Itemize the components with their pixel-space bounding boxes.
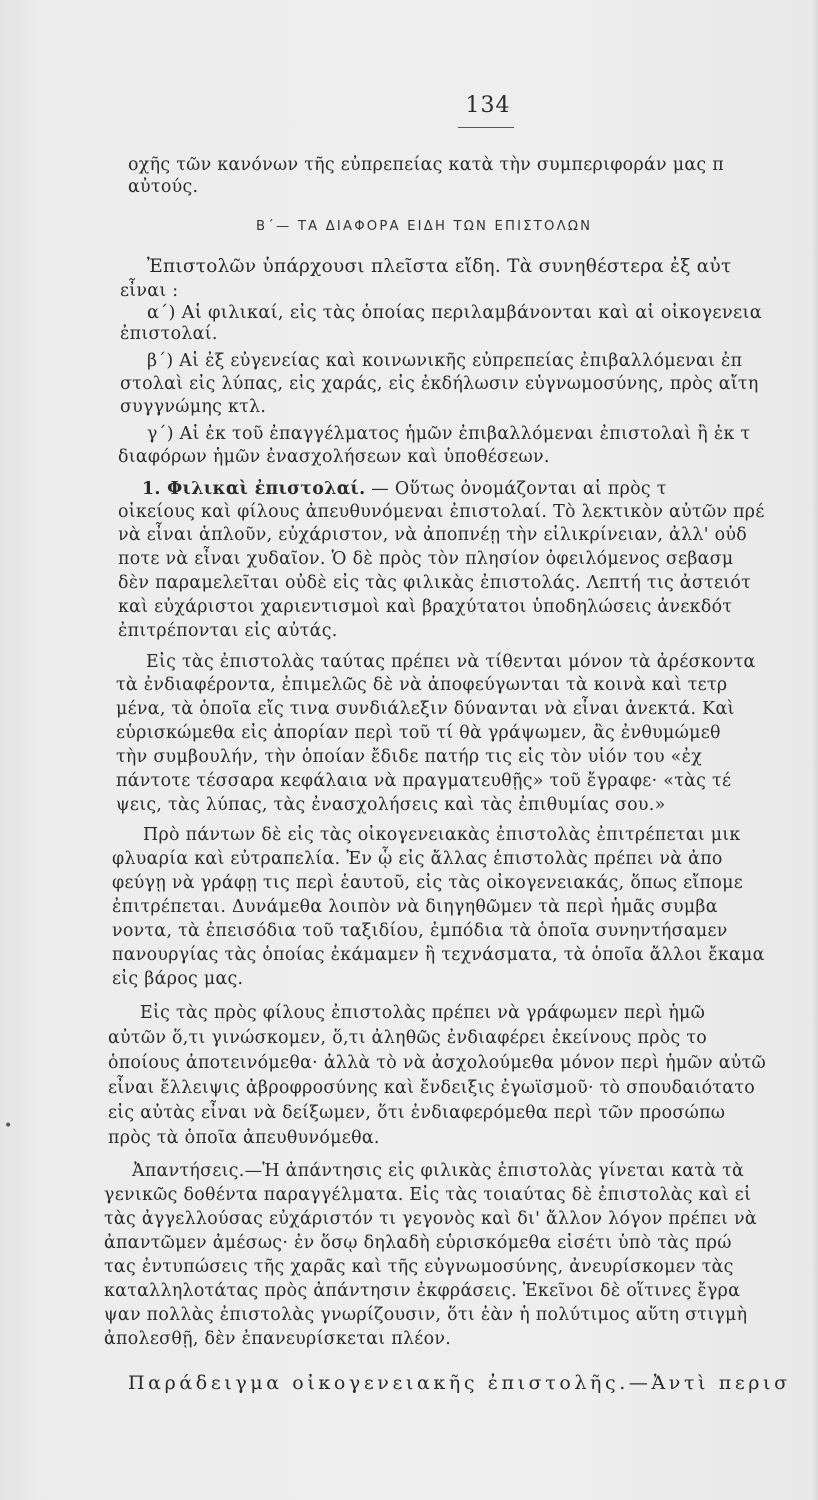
text-line: τὰς ἀγγελλούσας εὐχάριστόν τι γεγονὸς καὶ δι' ἄλλον λόγον πρέπει νὰ — [104, 1209, 757, 1229]
text-line: διαφόρων ἡμῶν ἐνασχολήσεων καὶ ὑποθέσεων. — [118, 447, 550, 467]
text-line: τὰ ἐνδιαφέροντα, ἐπιμελῶς δὲ νὰ ἀποφεύγωνται τὰ κοινὰ καὶ τετρ — [116, 675, 728, 695]
text-line: πανουργίας τὰς ὁποίας ἐκάμαμεν ἢ τεχνάσματα, τὰ ὁποῖα ἄλλοι ἔκαμα — [112, 945, 765, 965]
text-line: νοντα, τὰ ἐπεισόδια τοῦ ταξιδίου, ἐμπόδια τὰ ὁποῖα συνηντήσαμεν — [112, 921, 728, 941]
text-line: πάντοτε τέσσαρα κεφάλαια νὰ πραγματευθῇς» τοῦ ἔγραφε· «τὰς τέ — [116, 771, 732, 791]
text-line: εἰς βάρος μας. — [112, 969, 244, 989]
text-line: γ΄) Αἱ ἐκ τοῦ ἐπαγγέλματος ἡμῶν ἐπιβαλλόμεναι ἐπιστολαὶ ἢ ἐκ τ — [147, 424, 751, 444]
section-lead-line: 1. Φιλικαὶ ἐπιστολαί. — Οὕτως ὀνομάζονται αἱ πρὸς τ — [142, 479, 667, 499]
text-line: μένα, τὰ ὁποῖα εἴς τινα συνδιάλεξιν δύνανται νὰ εἶναι ἀνεκτά. Καὶ — [116, 699, 735, 719]
text-line: Πρὸ πάντων δὲ εἰς τὰς οἰκογενειακὰς ἐπιστολὰς ἐπιτρέπεται μικ — [143, 825, 741, 845]
text-line: ἐπιτρέπεται. Δυνάμεθα λοιπὸν νὰ διηγηθῶμεν τὰ περὶ ἡμᾶς συμβα — [112, 897, 718, 917]
text-line: εἰς αὐτὰς εἶναι νὰ δείξωμεν, ὅτι ἐνδιαφερόμεθα περὶ τῶν προσώπω — [108, 1103, 726, 1123]
text-line: δὲν παραμελεῖται οὐδὲ εἰς τὰς φιλικὰς ἐπιστολάς. Λεπτή τις ἀστειότ — [118, 573, 752, 593]
text-line: ἀπαντῶμεν ἀμέσως· ἐν ὅσῳ δηλαδὴ εὑρισκόμεθα εἰσέτι ὑπὸ τὰς πρώ — [104, 1233, 732, 1253]
page-number: 134 — [465, 93, 511, 118]
text-line: αὐτούς. — [128, 177, 199, 197]
page-number-rule — [458, 127, 514, 128]
page-edge-shadow — [812, 0, 818, 1500]
text-line: νὰ εἶναι ἁπλοῦν, εὐχάριστον, νὰ ἀποπνέῃ τὴν εἰλικρίνειαν, ἀλλ' οὐδ — [118, 525, 748, 545]
section-number: 1. Φιλικαὶ ἐπιστολαί. — [142, 479, 366, 499]
text-line: α΄) Αἱ φιλικαί, εἰς τὰς ὁποίας περιλαμβάνονται καὶ αἱ οἰκογενεια — [147, 302, 763, 323]
example-heading-line: Παράδειγμα οἰκογενειακῆς ἐπιστολῆς.—Ἀντὶ περισ — [128, 1372, 791, 1394]
text-line: εὑρισκώμεθα εἰς ἀπορίαν περὶ τοῦ τί θὰ γράψωμεν, ἂς ἐνθυμώμεθ — [116, 723, 721, 743]
text-line: ψαν πολλὰς ἐπιστολὰς γνωρίζουσιν, ὅτι ἐὰν ἡ πολύτιμος αὕτη στιγμὴ — [104, 1305, 748, 1325]
text-line: β΄) Αἱ ἐξ εὐγενείας καὶ κοινωνικῆς εὐπρεπείας ἐπιβαλλόμεναι ἐπ — [147, 351, 743, 371]
text-line: οχῆς τῶν κανόνων τῆς εὐπρεπείας κατὰ τὴν συμπεριφοράν μας π — [128, 155, 724, 175]
text-line: καὶ εὐχάριστοι χαριεντισμοὶ καὶ βραχύτατοι ὑποδηλώσεις ἀνεκδότ — [118, 597, 733, 617]
section-heading: Β΄— ΤΑ ΔΙΑΦΟΡΑ ΕΙΔΗ ΤΩΝ ΕΠΙΣΤΟΛΩΝ — [256, 219, 593, 234]
text-line: Ἐπιστολῶν ὑπάρχουσι πλεῖστα εἴδη. Τὰ συνηθέστερα ἐξ αὐτ — [147, 256, 732, 277]
text-line: αὐτῶν ὅ,τι γινώσκομεν, ὅ,τι ἀληθῶς ἐνδιαφέρει ἐκείνους πρὸς το — [108, 1028, 708, 1048]
text-line: Εἰς τὰς ἐπιστολὰς ταύτας πρέπει νὰ τίθενται μόνον τὰ ἀρέσκοντα — [146, 652, 756, 672]
text-line: εἶναι : — [120, 281, 179, 301]
text-line: Εἰς τὰς πρὸς φίλους ἐπιστολὰς πρέπει νὰ γράφωμεν περὶ ἡμῶ — [140, 1003, 706, 1023]
margin-mark: • — [4, 1118, 13, 1134]
text-line: γενικῶς δοθέντα παραγγέλματα. Εἰς τὰς τοιαύτας δὲ ἐπιστολὰς καὶ εἰ — [104, 1185, 752, 1205]
text-line: πρὸς τὰ ὁποῖα ἀπευθυνόμεθα. — [108, 1128, 380, 1148]
text-line: καταλληλοτάτας πρὸς ἀπάντησιν ἐκφράσεις. Ἐκεῖνοι δὲ οἵτινες ἔγρα — [104, 1281, 741, 1301]
text-line: ὁποίους ἀποτεινόμεθα· ἀλλὰ τὸ νὰ ἀσχολούμεθα μόνον περὶ ἡμῶν αὐτῶ — [108, 1053, 767, 1073]
text-line: συγγνώμης κτλ. — [120, 397, 267, 417]
text-line: τὴν συμβουλήν, τὴν ὁποίαν ἔδιδε πατήρ τις εἰς τὸν υἱόν του «ἐχ — [116, 747, 703, 767]
text-line: οἰκείους καὶ φίλους ἀπευθυνόμεναι ἐπιστολαί. Τὸ λεκτικὸν αὐτῶν πρέ — [118, 502, 765, 522]
text-line: ψεις, τὰς λύπας, τὰς ἐνασχολήσεις καὶ τὰς ἐπιθυμίας σου.» — [116, 795, 666, 815]
text-line: φεύγῃ νὰ γράφῃ τις περὶ ἑαυτοῦ, εἰς τὰς οἰκογενειακάς, ὅπως εἴπομε — [112, 873, 744, 893]
text-line: ποτε νὰ εἶναι χυδαῖον. Ὁ δὲ πρὸς τὸν πλησίον ὀφειλόμενος σεβασμ — [118, 549, 734, 569]
text-line: ἀπολεσθῇ, δὲν ἐπανευρίσκεται πλέον. — [104, 1329, 452, 1349]
text-line: ἐπιτρέπονται εἰς αὐτάς. — [118, 621, 338, 641]
text-line: ἐπιστολαί. — [120, 324, 218, 344]
text-line: φλυαρία καὶ εὐτραπελία. Ἐν ᾧ εἰς ἄλλας ἐπιστολὰς πρέπει νὰ ἀπο — [112, 849, 723, 869]
text-line: εἶναι ἔλλειψις ἀβροφροσύνης καὶ ἔνδειξις ἐγωϊσμοῦ· τὸ σπουδαιότατο — [108, 1078, 756, 1098]
text-line: τας ἐντυπώσεις τῆς χαρᾶς καὶ τῆς εὐγνωμοσύνης, ἀνευρίσκομεν τὰς — [104, 1257, 734, 1277]
text-line: Ἀπαντήσεις.—Ἡ ἀπάντησις εἰς φιλικὰς ἐπιστολὰς γίνεται κατὰ τὰ — [132, 1161, 745, 1181]
text-line: στολαὶ εἰς λύπας, εἰς χαράς, εἰς ἐκδήλωσιν εὐγνωμοσύνης, πρὸς αἴτη — [120, 374, 759, 394]
